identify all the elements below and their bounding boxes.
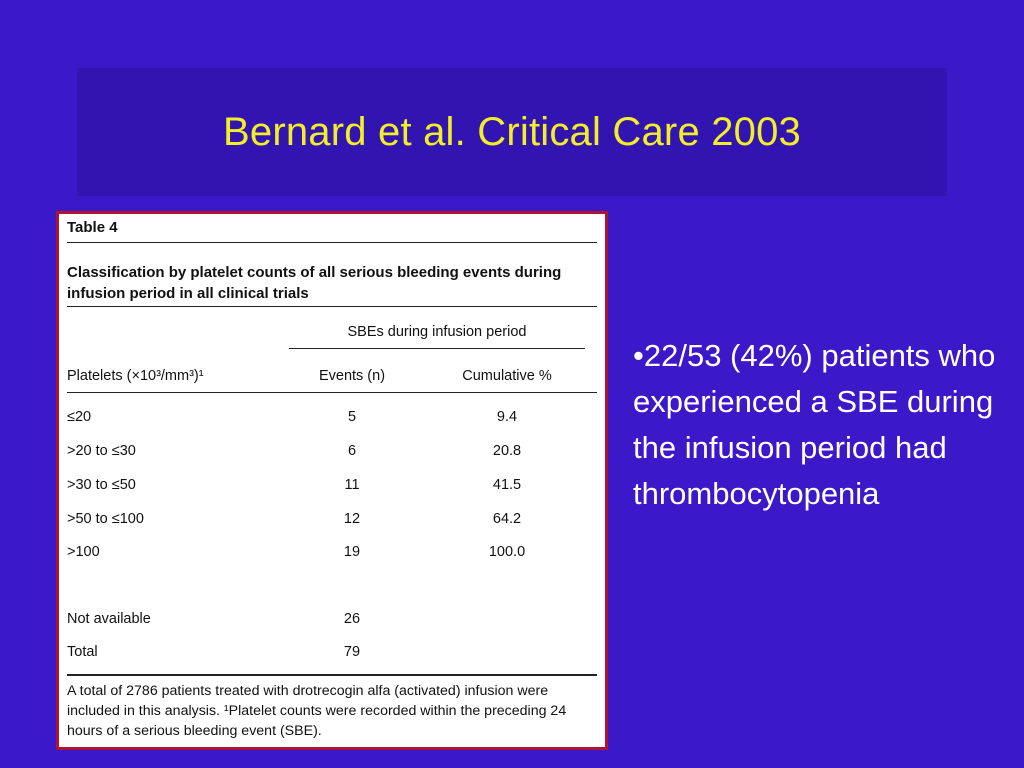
event-count: 12 — [343, 511, 361, 527]
bullet-point: •22/53 (42%) patients who experienced a SBE during the infusion period had thrombocytopenia — [633, 338, 996, 511]
slide-title: Bernard et al. Critical Care 2003 — [223, 109, 801, 154]
platelet-range: Total — [67, 644, 98, 660]
cumulative-percent: 20.8 — [492, 443, 522, 459]
event-count: 26 — [343, 611, 361, 627]
span-header-rule — [289, 348, 585, 349]
event-count: 19 — [343, 544, 361, 560]
event-count: 6 — [347, 443, 357, 459]
table-label: Table 4 — [67, 219, 118, 236]
caption-rule — [67, 306, 597, 307]
platelet-range: Not available — [67, 611, 151, 627]
column-header-platelets: Platelets (×10³/mm³)¹ — [67, 368, 204, 384]
platelet-range: >50 to ≤100 — [67, 511, 144, 527]
cumulative-percent: 100.0 — [488, 544, 526, 560]
span-header: SBEs during infusion period — [347, 324, 527, 340]
table-footnote: A total of 2786 patients treated with drotrecogin alfa (activated) infusion were included in this analysis. ¹Platelet counts were recorded within the preceding 24 hours of a serious bleeding event (SBE). — [67, 683, 567, 739]
platelet-range: >20 to ≤30 — [67, 443, 136, 459]
table-caption: Classification by platelet counts of all serious bleeding events during infusion period in all clinical trials — [67, 264, 562, 302]
platelet-range: ≤20 — [67, 409, 92, 425]
event-count: 11 — [344, 477, 360, 493]
cumulative-percent: 41.5 — [492, 477, 522, 493]
cumulative-percent: 9.4 — [496, 409, 518, 425]
platelet-range: >100 — [67, 544, 100, 560]
table-content — [67, 214, 597, 747]
header-rule — [67, 392, 597, 393]
cumulative-percent: 64.2 — [492, 511, 522, 527]
column-header-events: Events (n) — [318, 368, 386, 384]
table-image — [56, 211, 608, 750]
table-top-rule — [67, 242, 597, 243]
event-count: 5 — [347, 409, 357, 425]
title-band — [77, 68, 947, 196]
column-header-cumulative: Cumulative % — [462, 368, 552, 384]
footer-rule — [67, 674, 597, 676]
platelet-range: >30 to ≤50 — [67, 477, 136, 493]
event-count: 79 — [343, 644, 361, 660]
